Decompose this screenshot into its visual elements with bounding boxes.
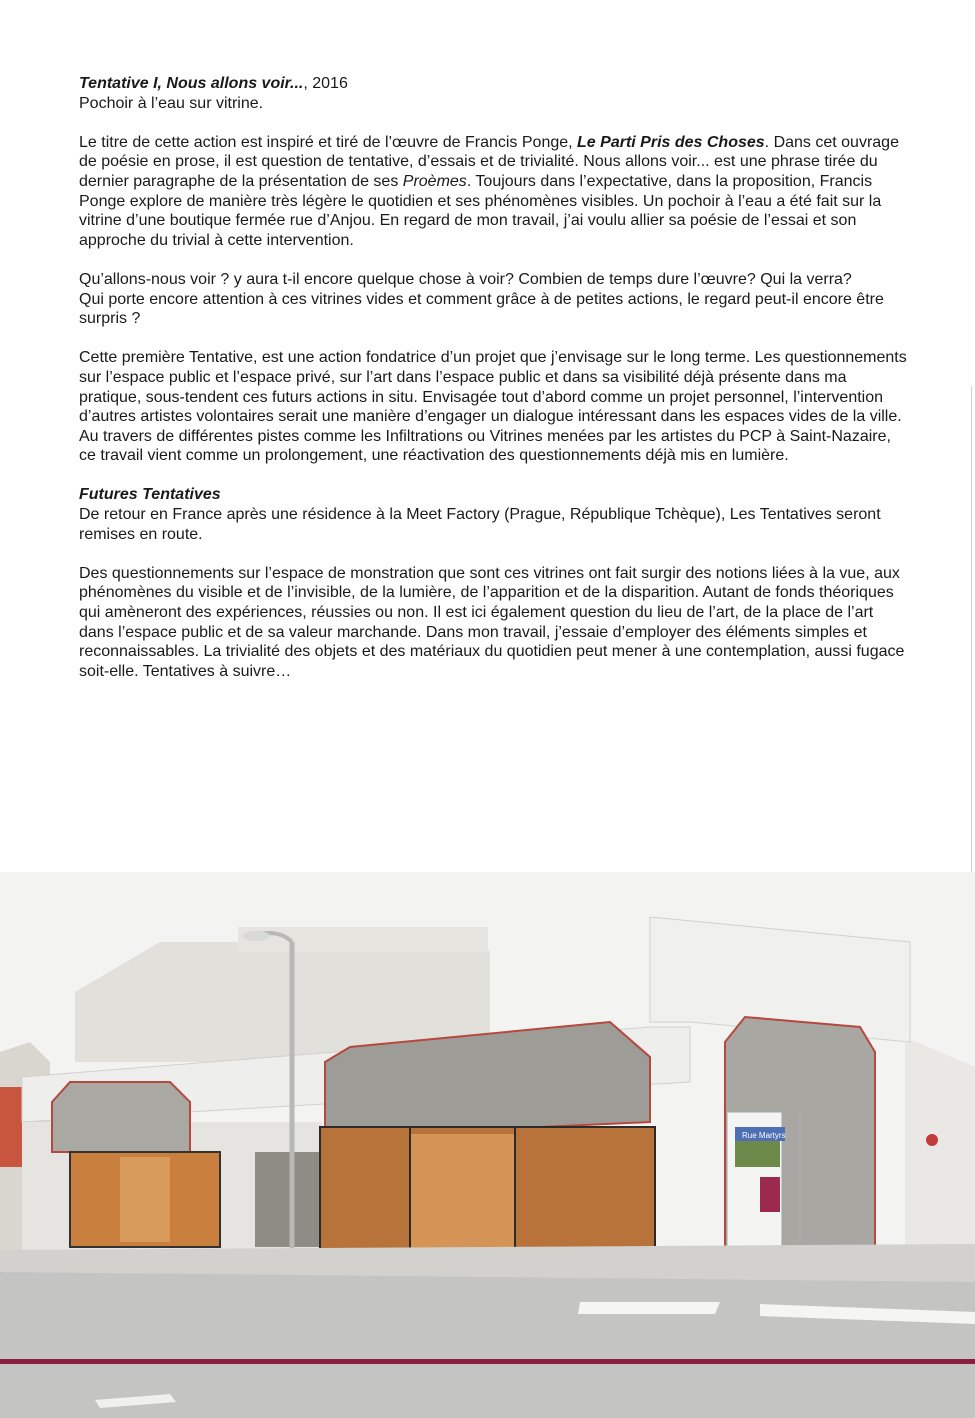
background-building-roof bbox=[238, 927, 488, 952]
work-title: Proèmes bbox=[402, 172, 467, 190]
section2-text: De retour en France après une résidence à la Meet Factory (Prague, République Tchèque), Les Tentatives seront remises en route. bbox=[79, 506, 881, 543]
street-sign-text: Rue Martyrs bbox=[742, 1131, 786, 1140]
accent-band bbox=[0, 1359, 975, 1364]
paragraph-3: Cette première Tentative, est une action fondatrice d’un projet que j’envisage sur le long terme. Les questionnements sur l’espace public et l’espace privé, sur l’art dans l’espace public et dans sa visibilité déjà présente dans ma pratique, sous-tendent ces futurs actions in situ. Envisagée tout d’abord comme un projet personnel, l’intervention d’autres artistes volontaires serait une manière d’engager un dialogue intéressant dans les espaces vides de la ville. Au travers de différentes pistes comme les Infiltrations ou Vitrines menées par les artistes du PCP à Saint-Nazaire, ce travail vient comme un prolongement, une réactivation des questionnements déjà mis en lumière. bbox=[79, 349, 907, 465]
poster-accent bbox=[760, 1177, 780, 1212]
building-photo bbox=[0, 872, 975, 1418]
margin-rule bbox=[971, 386, 972, 876]
lamp-head bbox=[242, 931, 270, 941]
paragraph-2 bbox=[79, 270, 909, 329]
para1-text-c: . Toujours dans l’expectative, dans la proposition, Francis Ponge explore de manière très légère le quotidien et ses phénomènes visibles. Un pochoir à l’eau a été fait sur la vitrine d’une boutique fermée rue d’Anjou. En regard de mon travail, j’ai voulu allier sa poésie de l’essai et son approche du trivial à cette intervention. bbox=[79, 172, 882, 249]
section1-title: Tentative I, Nous allons voir... bbox=[79, 75, 304, 92]
right-wall bbox=[905, 1037, 975, 1257]
road-marking-1 bbox=[578, 1302, 720, 1314]
para1-text-b: . Dans cet ouvrage de poésie en prose, il est question de tentative, d’essais et de trivialité. Nous allons voir... est une phrase tirée du dernier paragraphe de la présentation de ses bbox=[79, 133, 899, 190]
para2-line2: Qui porte encore attention à ces vitrines vides et comment grâce à de petites actions, le regard peut-il encore être surpris ? bbox=[79, 290, 884, 328]
no-parking-sign-icon bbox=[926, 1134, 938, 1146]
section1-medium: Pochoir à l’eau sur vitrine. bbox=[79, 94, 264, 112]
paragraph-1 bbox=[79, 133, 909, 251]
upper-window-left bbox=[52, 1082, 190, 1152]
section2 bbox=[79, 485, 909, 544]
shop-window-left-interior bbox=[120, 1157, 170, 1242]
left-house-red-panel bbox=[0, 1087, 22, 1167]
section2-title: Futures Tentatives bbox=[79, 486, 221, 504]
building-photo-illustration bbox=[0, 872, 975, 1418]
para1-text-a: Le titre de cette action est inspiré et tiré de l’œuvre de Francis Ponge, bbox=[79, 133, 578, 151]
entrance-door bbox=[255, 1152, 320, 1247]
book-title: Le Parti Pris des Choses bbox=[577, 133, 765, 151]
para2-line1: Qu’allons-nous voir ? y aura t-il encore quelque chose à voir? Combien de temps dure l’œuvre? Qui la verra? bbox=[79, 270, 852, 288]
section1-header bbox=[79, 74, 909, 113]
section1-year: , 2016 bbox=[303, 75, 348, 92]
paragraph-5: Des questionnements sur l’espace de monstration que sont ces vitrines ont fait surgir des notions liées à la vue, aux phénomènes du visible et de l’invisible, de la lumière, de l’apparition et de la disparition. Autant de fonds théoriques qui amèneront des expériences, réussies ou non. Il est ici également question du lieu de l’art, de la place de l’art dans l’espace public et de sa valeur marchande. Dans mon travail, j’essaie d’employer des éléments simples et reconnaissables. La trivialité des objets et des matériaux du quotidien peut mener à une contemplation, aussi fugace soit-elle. Tentatives à suivre… bbox=[79, 564, 905, 680]
shop-window-center-interior bbox=[410, 1134, 515, 1252]
article-text bbox=[79, 74, 909, 701]
